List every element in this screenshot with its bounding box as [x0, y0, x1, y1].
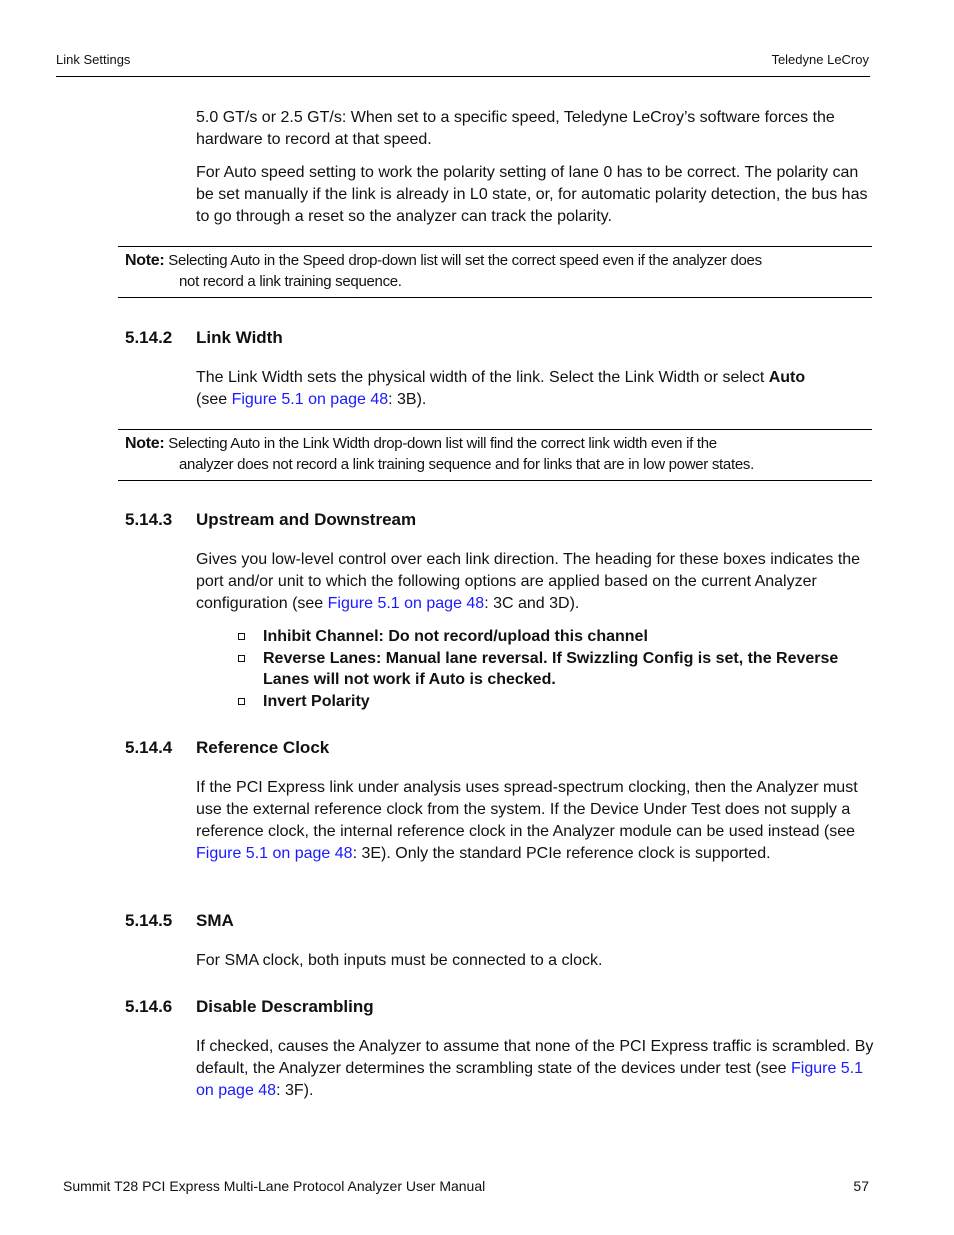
- text-run: The Link Width sets the physical width of the link. Select the Link Width or select: [196, 369, 769, 386]
- bullet-inhibit-channel: [236, 626, 876, 648]
- intro-paragraph-speed: 5.0 GT/s or 2.5 GT/s: When set to a specific speed, Teledyne LeCroy’s software forces the hardware to record at that speed.: [196, 109, 835, 148]
- figure-link[interactable]: Figure 5.1 on page 48: [327, 595, 485, 612]
- bullet-text: Inhibit Channel: Do not record/upload this channel: [263, 628, 648, 645]
- section-title: Disable Descrambling: [196, 997, 374, 1016]
- reference-clock-paragraph: [196, 777, 876, 865]
- section-heading-upstream-downstream: [125, 510, 416, 530]
- section-title: Upstream and Downstream: [196, 510, 417, 529]
- text-run: If checked, causes the Analyzer to assume that none of the PCI Express traffic is scrambled. By default, the Analyzer determines the scrambling state of the devices under test (see: [196, 1038, 874, 1077]
- section-heading-sma: [125, 911, 234, 931]
- footer-page-number: 57: [853, 1178, 869, 1194]
- checkbox-bullet-icon: [238, 698, 245, 705]
- text-run: Gives you low-level control over each link direction. The heading for these boxes indicates the port and/or unit to which the following options are applied based on the current Analyzer configuration (see: [196, 551, 861, 612]
- note-text-line2: not record a link training sequence.: [179, 273, 402, 290]
- option-bullet-list: [236, 626, 876, 712]
- footer-manual-title: Summit T28 PCI Express Multi-Lane Protocol Analyzer User Manual: [63, 1178, 486, 1194]
- text-run: (see: [196, 391, 232, 408]
- text-run: : 3B).: [388, 391, 427, 408]
- descrambling-paragraph: [196, 1036, 876, 1102]
- section-heading-reference-clock: [125, 738, 329, 758]
- figure-link[interactable]: Figure 5.1 on page 48: [196, 845, 353, 862]
- running-header-section: Link Settings: [56, 52, 131, 67]
- section-heading-link-width: [125, 328, 283, 348]
- checkbox-bullet-icon: [238, 655, 245, 662]
- text-run: : 3F).: [276, 1082, 314, 1099]
- section-number: 5.14.3: [125, 510, 173, 529]
- text-run: If the PCI Express link under analysis uses spread-spectrum clocking, then the Analyzer must use the external reference clock from the system. If the Device Under Test does not supply a reference clock, the internal reference clock in the Analyzer module can be used instead (see: [196, 779, 858, 840]
- note-label: Note:: [125, 435, 165, 452]
- section-title: Reference Clock: [196, 738, 330, 757]
- bullet-invert-polarity: [236, 691, 876, 713]
- text-run: : 3E). Only the standard PCIe reference clock is supported.: [352, 845, 771, 862]
- section-number: 5.14.6: [125, 997, 173, 1016]
- section-number: 5.14.2: [125, 328, 173, 347]
- intro-paragraph-polarity: For Auto speed setting to work the polarity setting of lane 0 has to be correct. The polarity can be set manually if the link is already in L0 state, or, for automatic polarity detection, the bus has to go through a reset so the analyzer can track the polarity.: [196, 164, 868, 225]
- auto-bold: Auto: [768, 369, 806, 386]
- note-box-link-width: [118, 429, 872, 481]
- bullet-text: Invert Polarity: [263, 692, 370, 710]
- section-heading-disable-descrambling: [125, 997, 374, 1017]
- section-title: SMA: [196, 911, 234, 930]
- checkbox-bullet-icon: [238, 633, 245, 640]
- upstream-paragraph: [196, 549, 876, 615]
- figure-link[interactable]: Figure 5.1 on page 48: [231, 391, 389, 408]
- figure-link[interactable]: Figure 5.1 on page 48: [196, 1060, 864, 1099]
- header-rule: [56, 76, 870, 77]
- bullet-reverse-lanes: [236, 648, 876, 691]
- note-text-line1: Selecting Auto in the Link Width drop-down list will find the correct link width even if the: [168, 435, 717, 452]
- sma-paragraph: For SMA clock, both inputs must be connected to a clock.: [196, 952, 603, 969]
- section-number: 5.14.5: [125, 911, 173, 930]
- running-header-company: Teledyne LeCroy: [771, 52, 869, 67]
- section-title: Link Width: [196, 328, 283, 347]
- section-number: 5.14.4: [125, 738, 173, 757]
- note-label: Note:: [125, 252, 165, 269]
- bullet-text: Reverse Lanes: Manual lane reversal. If Swizzling Config is set, the Reverse Lanes will not work if Auto is checked.: [263, 649, 839, 688]
- text-run: : 3C and 3D).: [484, 595, 580, 612]
- link-width-paragraph: [196, 367, 876, 411]
- note-box-speed: [118, 246, 872, 298]
- note-text-line2: analyzer does not record a link training sequence and for links that are in low power states.: [179, 456, 754, 473]
- note-text-line1: Selecting Auto in the Speed drop-down list will set the correct speed even if the analyzer does: [168, 252, 762, 269]
